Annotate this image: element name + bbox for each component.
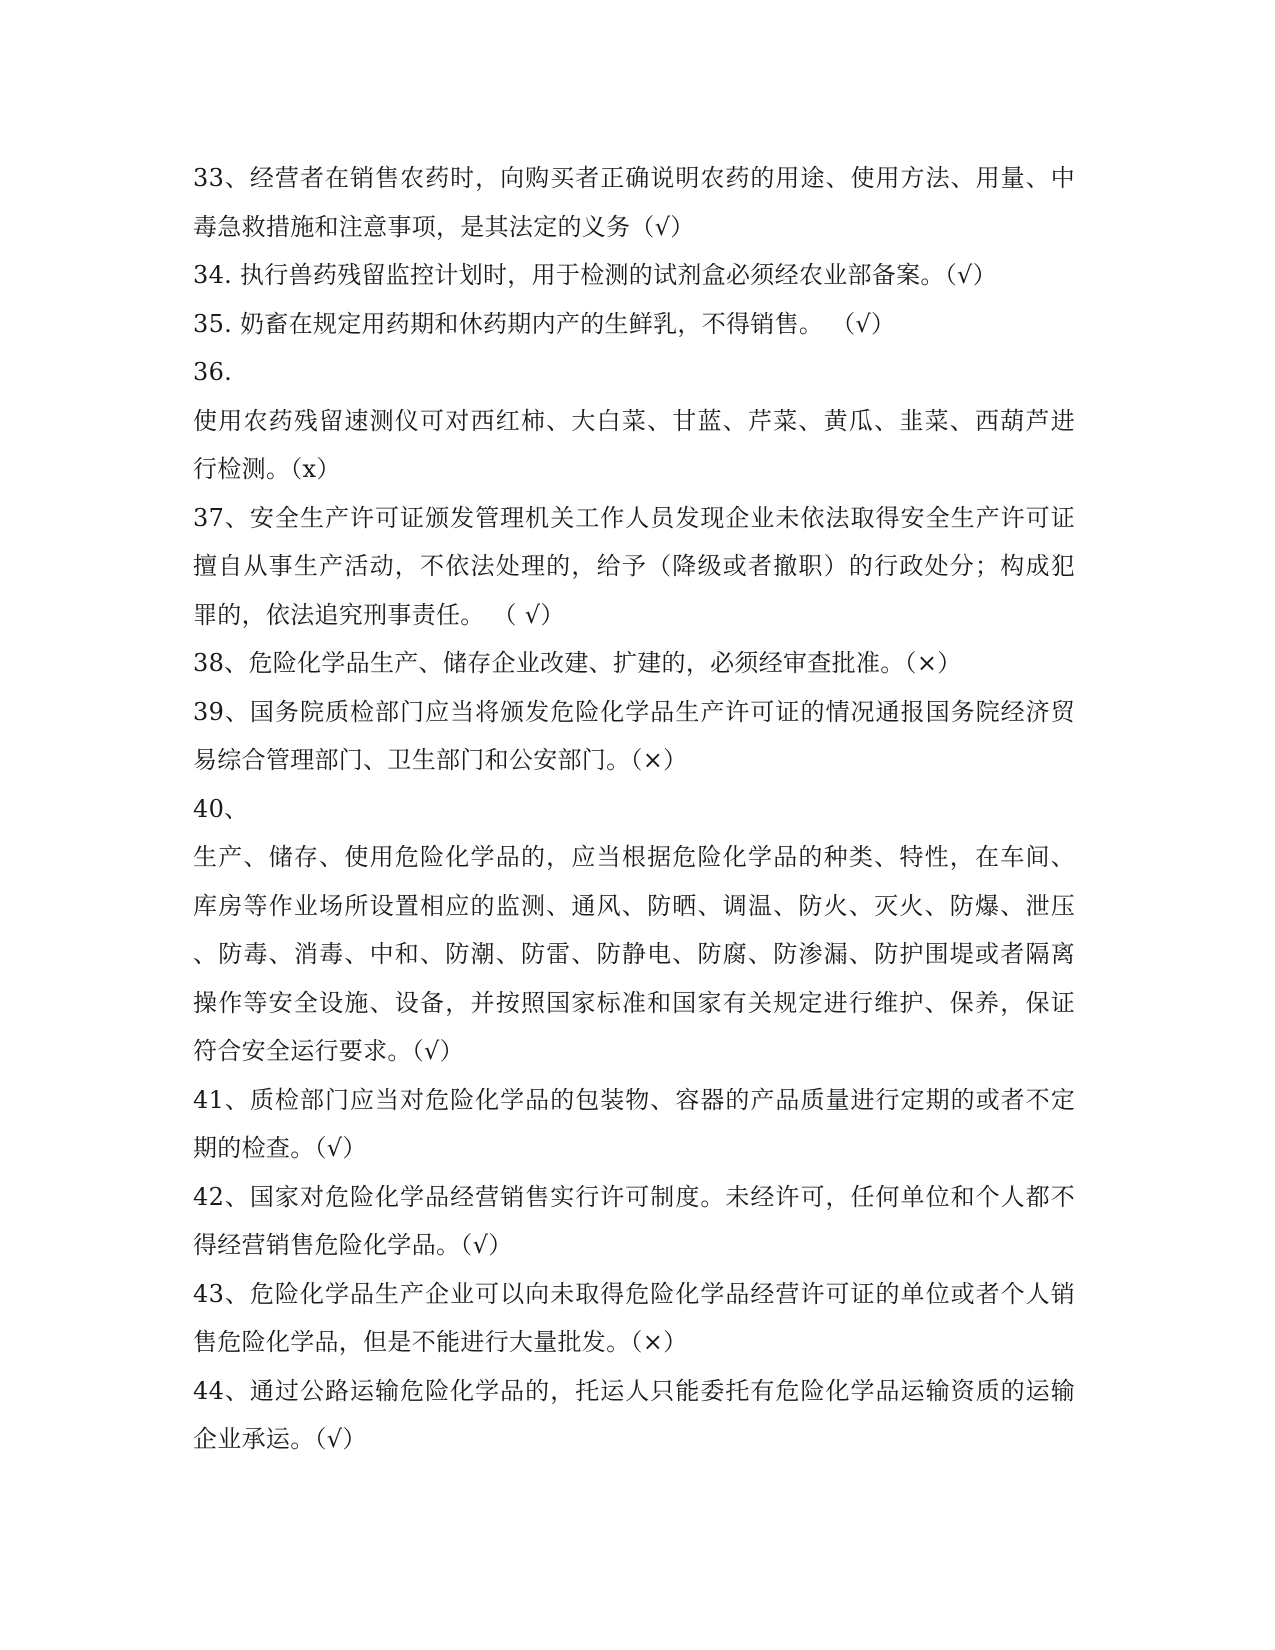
- text-line: 35. 奶畜在规定用药期和休药期内产的生鲜乳，不得销售。 （√）: [193, 309, 896, 338]
- text-line: 40、: [193, 794, 249, 823]
- text-line: 38、危险化学品生产、储存企业改建、扩建的，必须经审查批准。（×）: [193, 649, 962, 677]
- text-line: 库房等作业场所设置相应的监测、通风、防晒、调温、防火、灭火、防爆、泄压: [193, 891, 1075, 920]
- document-body: [193, 154, 1075, 1464]
- text-line: 符合安全运行要求。（√）: [193, 1037, 464, 1065]
- text-line: 39、国务院质检部门应当将颁发危险化学品生产许可证的情况通报国务院经济贸: [193, 697, 1075, 726]
- text-line: 44、通过公路运输危险化学品的，托运人只能委托有危险化学品运输资质的运输: [193, 1376, 1075, 1405]
- text-line: 操作等安全设施、设备，并按照国家标准和国家有关规定进行维护、保养，保证: [193, 988, 1075, 1017]
- text-line: 得经营销售危险化学品。（√）: [193, 1231, 513, 1259]
- text-line: 34. 执行兽药残留监控计划时，用于检测的试剂盒必须经农业部备案。（√）: [193, 261, 997, 289]
- text-line: 33、经营者在销售农药时，向购买者正确说明农药的用途、使用方法、用量、中: [193, 164, 1075, 192]
- text-line: 43、危险化学品生产企业可以向未取得危险化学品经营许可证的单位或者个人销: [193, 1279, 1075, 1308]
- text-line: 使用农药残留速测仪可对西红柿、大白菜、甘蓝、芹菜、黄瓜、韭菜、西葫芦进: [193, 406, 1075, 435]
- text-line: 毒急救措施和注意事项，是其法定的义务（√）: [193, 212, 695, 241]
- text-line: 生产、储存、使用危险化学品的，应当根据危险化学品的种类、特性，在车间、: [193, 843, 1075, 871]
- text-line: 擅自从事生产活动，不依法处理的，给予（降级或者撤职）的行政处分；构成犯: [193, 552, 1075, 580]
- text-line: 企业承运。（√）: [193, 1425, 367, 1453]
- text-line: 37、安全生产许可证颁发管理机关工作人员发现企业未依法取得安全生产许可证: [193, 503, 1075, 532]
- text-line: 售危险化学品，但是不能进行大量批发。（×）: [193, 1328, 688, 1356]
- text-line: 42、国家对危险化学品经营销售实行许可制度。未经许可，任何单位和个人都不: [193, 1182, 1075, 1211]
- text-line: 易综合管理部门、卫生部门和公安部门。（×）: [193, 746, 688, 774]
- text-line: 期的检查。（√）: [193, 1134, 367, 1162]
- text-line: 行检测。（x）: [193, 455, 341, 483]
- text-line: 罪的，依法追究刑事责任。 （ √）: [193, 600, 565, 629]
- text-line: 36.: [193, 358, 233, 386]
- text-line: 41、质检部门应当对危险化学品的包装物、容器的产品质量进行定期的或者不定: [193, 1085, 1075, 1114]
- text-line: 、防毒、消毒、中和、防潮、防雷、防静电、防腐、防渗漏、防护围堤或者隔离: [193, 940, 1075, 968]
